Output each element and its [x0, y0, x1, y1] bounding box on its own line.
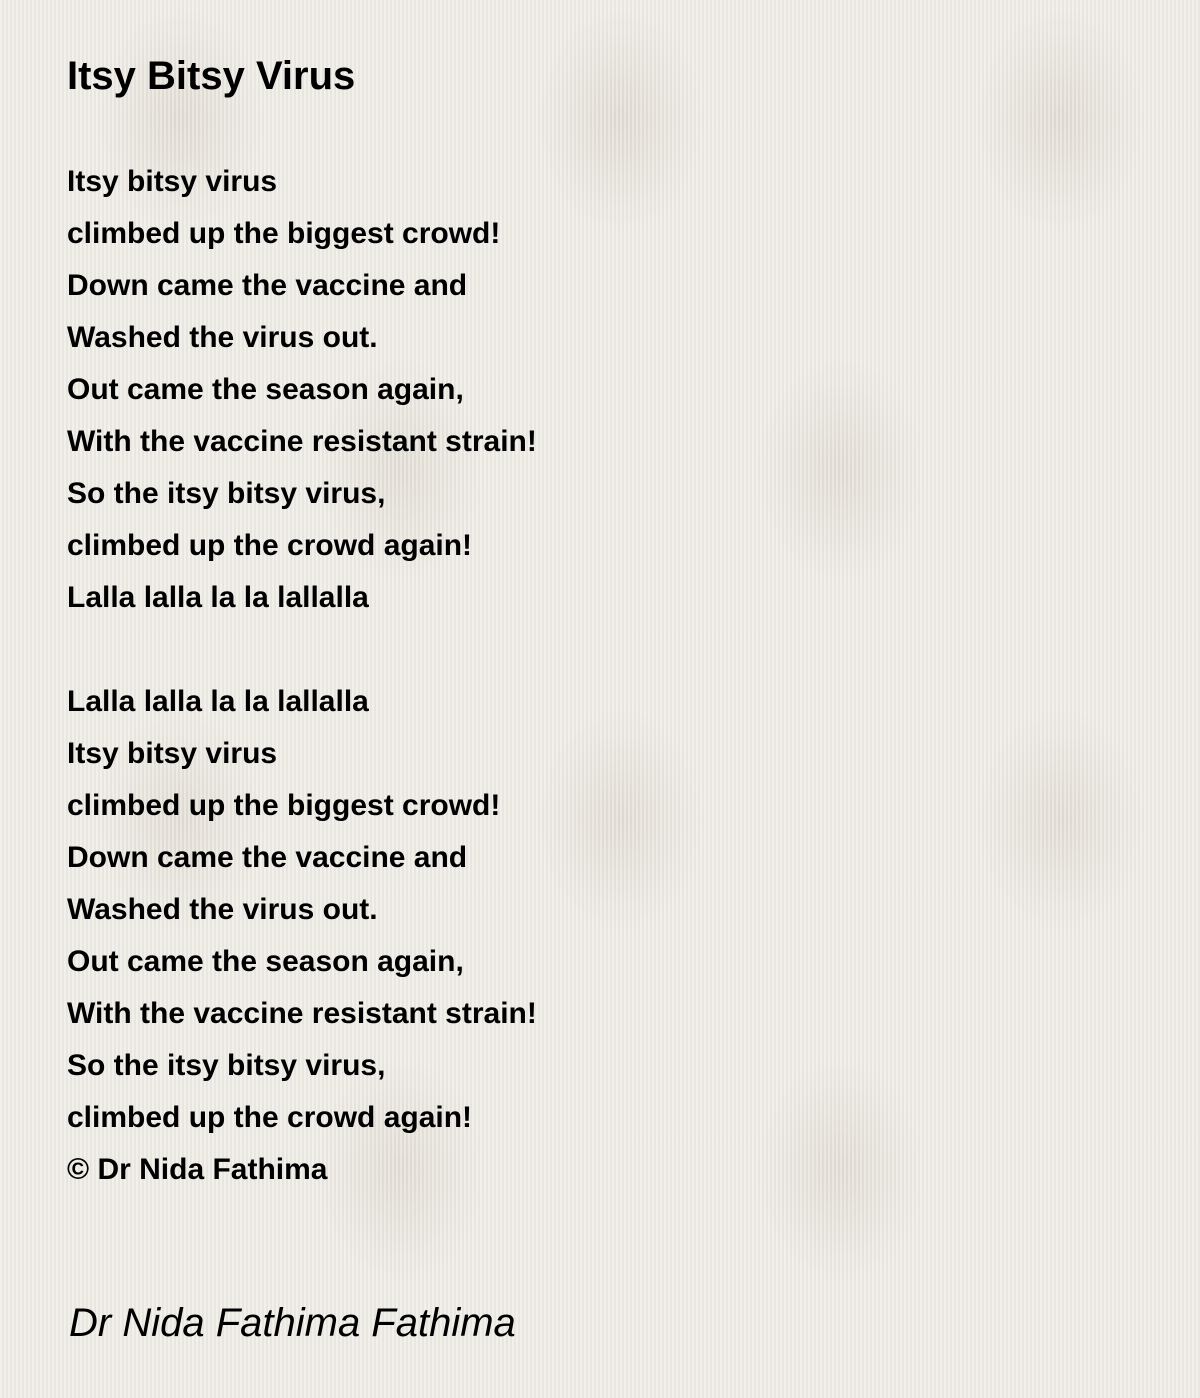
- poem-title: Itsy Bitsy Virus: [67, 54, 356, 98]
- poem-line: Lalla lalla la la lallalla: [67, 581, 369, 614]
- poem-line: Out came the season again,: [67, 373, 464, 406]
- poem-body: [67, 156, 537, 1196]
- poem-line: Down came the vaccine and: [67, 269, 468, 302]
- poem-line: So the itsy bitsy virus,: [67, 477, 386, 510]
- poem-line: Itsy bitsy virus: [67, 165, 278, 198]
- poem-line: Down came the vaccine and: [67, 841, 468, 874]
- copyright-line: © Dr Nida Fathima: [67, 1153, 328, 1186]
- poem-line: Washed the virus out.: [67, 893, 378, 926]
- poem-line: climbed up the biggest crowd!: [67, 217, 501, 250]
- poem-line: Out came the season again,: [67, 945, 464, 978]
- poem-line: Lalla lalla la la lallalla: [67, 685, 369, 718]
- poem-line: Itsy bitsy virus: [67, 737, 278, 770]
- poem-line: climbed up the crowd again!: [67, 529, 473, 562]
- poem-line: With the vaccine resistant strain!: [67, 425, 537, 458]
- poem-line: Washed the virus out.: [67, 321, 378, 354]
- poem-line: With the vaccine resistant strain!: [67, 997, 537, 1030]
- poem-line: climbed up the crowd again!: [67, 1101, 473, 1134]
- poem-line: climbed up the biggest crowd!: [67, 789, 501, 822]
- stanza-break: [67, 624, 537, 676]
- poem-author: Dr Nida Fathima Fathima: [69, 1301, 516, 1345]
- poem-line: So the itsy bitsy virus,: [67, 1049, 386, 1082]
